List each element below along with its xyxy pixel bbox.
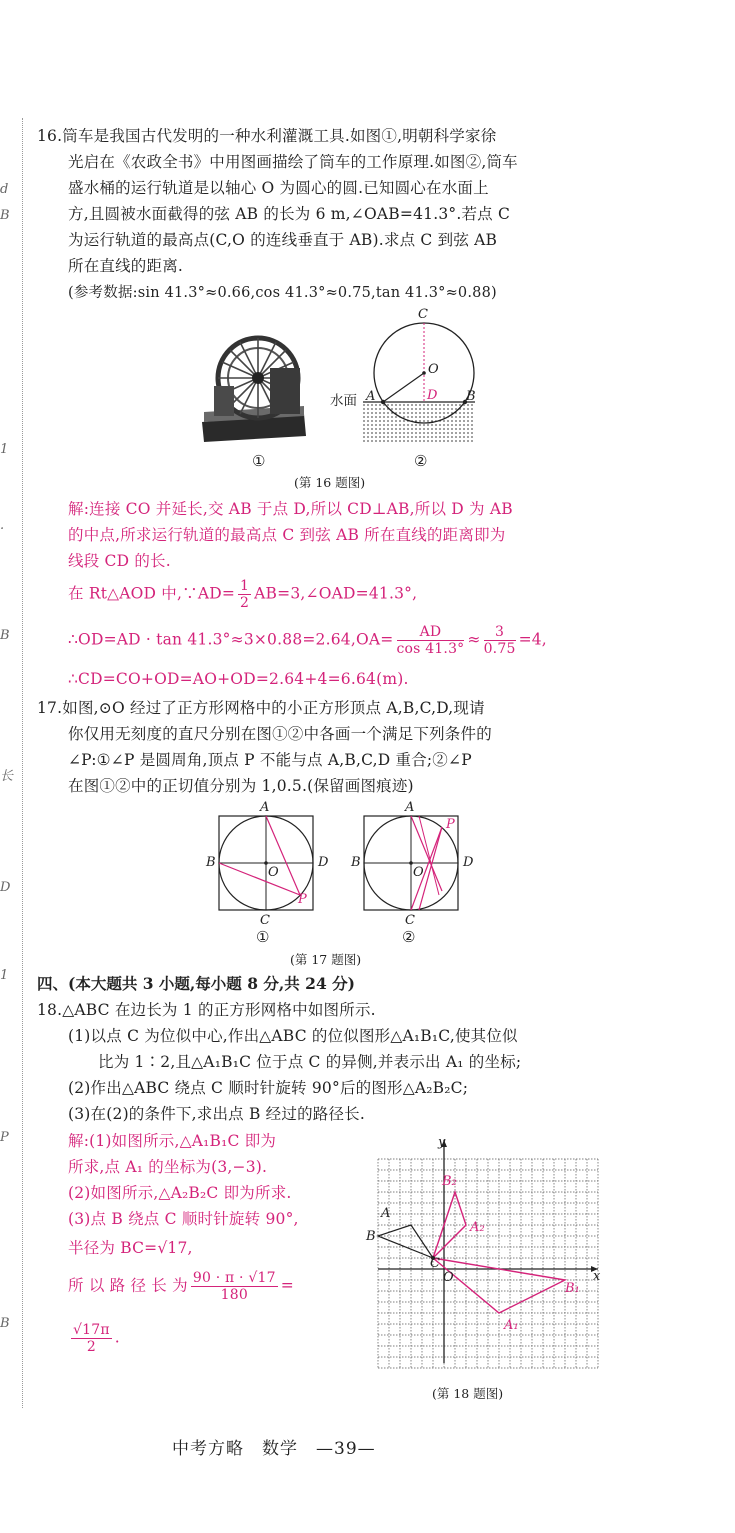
fig17b-label-c: C <box>405 913 415 928</box>
edge-char: . <box>0 518 5 533</box>
fig18-label-b2: B₂ <box>442 1174 457 1189</box>
edge-char: 1 <box>0 442 9 457</box>
fraction <box>71 1322 112 1355</box>
fig17b-label-p: P <box>446 817 455 832</box>
q17-line: 你仅用无刻度的直尺分别在图①②中各画一个满足下列条件的 <box>68 725 492 743</box>
q18-line: (2)作出△ABC 绕点 C 顺时针旋转 90°后的图形△A₂B₂C; <box>68 1079 469 1097</box>
fig18-label-a2: A₂ <box>470 1220 485 1235</box>
fig18-label-b: B <box>366 1229 376 1244</box>
fig18-label-c: C <box>430 1256 440 1271</box>
waterwheel-photo <box>200 326 308 444</box>
q18-line: 18.△ABC 在边长为 1 的正方形网格中如图所示. <box>37 1001 376 1019</box>
q16-line: 为运行轨道的最高点(C,O 的连线垂直于 AB).求点 C 到弦 AB <box>68 231 498 249</box>
edge-char: 长 <box>0 769 14 784</box>
fig17b-label-b: B <box>351 855 361 870</box>
q18-solution-line <box>68 1322 120 1355</box>
q16-solution-line: 的中点,所求运行轨道的最高点 C 到弦 AB 所在直线的距离即为 <box>68 526 506 544</box>
fig16-label-a: A <box>366 389 376 404</box>
edge-char: B <box>0 208 10 223</box>
q18-line: (3)在(2)的条件下,求出点 B 经过的路径长. <box>68 1105 366 1123</box>
fig18-label-y: y <box>438 1135 446 1150</box>
q18-solution-text: . <box>114 1328 120 1347</box>
q16-solution-text: ≈ <box>467 630 481 649</box>
q18-solution-text: 所 以 路 径 长 为 <box>68 1276 188 1295</box>
edge-char: P <box>0 1130 9 1145</box>
margin-dotted-line <box>22 118 23 1408</box>
section-heading: 四、(本大题共 3 小题,每小题 8 分,共 24 分) <box>37 974 355 993</box>
fig17a-label-o: O <box>268 865 279 880</box>
fig18-label-a1: A₁ <box>504 1318 519 1333</box>
fig17-label-1: ① <box>256 928 270 946</box>
q16-solution-line <box>68 624 547 657</box>
fraction-denominator: cos 41.3° <box>396 641 465 657</box>
q16-solution-line: ∴CD=CO+OD=AO+OD=2.64+4=6.64(m). <box>68 670 409 688</box>
q17-line: ∠P:①∠P 是圆周角,顶点 P 不能与点 A,B,C,D 重合;②∠P <box>68 751 472 769</box>
page-footer: 中考方略 数学 —39— <box>172 1439 376 1459</box>
fig17-caption: (第 17 题图) <box>290 952 362 967</box>
fraction <box>397 624 465 657</box>
fraction <box>238 578 251 611</box>
q16-solution-text: =4, <box>518 630 547 649</box>
q18-solution-line: 解:(1)如图所示,△A₁B₁C 即为 <box>68 1132 277 1150</box>
q16-line: 光启在《农政全书》中用图画描绘了筒车的工作原理.如图②,筒车 <box>68 153 518 171</box>
edge-char: d <box>0 182 9 197</box>
q16-solution-line: 解:连接 CO 并延长,交 AB 于点 D,所以 CD⊥AB,所以 D 为 AB <box>68 500 513 518</box>
q16-reference-data: (参考数据:sin 41.3°≈0.66,cos 41.3°≈0.75,tan 41.3°≈0.88) <box>68 285 497 301</box>
q18-solution-text: = <box>280 1276 294 1295</box>
edge-char: 1 <box>0 968 9 983</box>
q16-line: 16.筒车是我国古代发明的一种水利灌溉工具.如图①,明朝科学家徐 <box>37 127 497 145</box>
fraction-numerator: 3 <box>484 624 516 641</box>
fig17b-label-o: O <box>413 865 424 880</box>
q18-line: 比为 1∶2,且△A₁B₁C 位于点 C 的异侧,并表示出 A₁ 的坐标; <box>98 1053 522 1071</box>
fig18-label-x: x <box>593 1269 601 1284</box>
q18-solution-line: (3)点 B 绕点 C 顺时针旋转 90°, <box>68 1210 299 1228</box>
q16-solution-text: ∴OD=AD · tan 41.3°≈3×0.88=2.64,OA= <box>68 630 394 649</box>
q17-line: 17.如图,⊙O 经过了正方形网格中的小正方形顶点 A,B,C,D,现请 <box>37 699 485 717</box>
fraction-numerator: 90 · π · √17 <box>192 1270 276 1286</box>
fig18-grid-diagram <box>360 1135 610 1370</box>
q18-line: (1)以点 C 为位似中心,作出△ABC 的位似图形△A₁B₁C,使其位似 <box>68 1027 518 1045</box>
fig16-circle-diagram <box>325 305 485 450</box>
fig16-caption: (第 16 题图) <box>294 475 366 490</box>
fig18-caption: (第 18 题图) <box>432 1386 504 1401</box>
fraction-numerator: 1 <box>240 578 250 594</box>
fig17a-label-a: A <box>260 800 270 815</box>
fig17b-label-a: A <box>405 800 415 815</box>
fig17-label-2: ② <box>402 928 416 946</box>
fraction <box>484 624 516 657</box>
fig17a-label-d: D <box>318 855 329 870</box>
edge-char: D <box>0 880 11 895</box>
fig16-label-2: ② <box>414 452 428 470</box>
fraction-denominator: 2 <box>86 1339 96 1355</box>
fig16-label-c: C <box>418 307 428 322</box>
fig17-diagram-2 <box>363 815 459 911</box>
fraction-numerator: √17π <box>73 1322 110 1338</box>
fig16-label-b: B <box>466 389 476 404</box>
q16-solution-line: 线段 CD 的长. <box>68 552 171 570</box>
fraction-denominator: 180 <box>220 1287 248 1303</box>
fig17a-label-p: P <box>298 892 307 907</box>
fig17b-label-d: D <box>463 855 474 870</box>
fig18-label-a: A <box>381 1206 391 1221</box>
q17-line: 在图①②中的正切值分别为 1,0.5.(保留画图痕迹) <box>68 777 414 795</box>
edge-char: B <box>0 1316 10 1331</box>
fig16-label-water: 水面 <box>330 393 357 409</box>
fraction-numerator: AD <box>397 624 465 641</box>
fig17a-label-b: B <box>206 855 216 870</box>
edge-char: B <box>0 628 10 643</box>
fig18-label-o: O <box>443 1270 454 1285</box>
q16-solution-text: 在 Rt△AOD 中,∵AD= <box>68 584 236 603</box>
q16-solution-text: AB=3,∠OAD=41.3°, <box>254 584 418 603</box>
q18-solution-line <box>68 1270 294 1303</box>
q16-line: 盛水桶的运行轨道是以轴心 O 为圆心的圆.已知圆心在水面上 <box>68 179 489 197</box>
q18-solution-line: (2)如图所示,△A₂B₂C 即为所求. <box>68 1184 292 1202</box>
q18-solution-line: 半径为 BC=√17, <box>68 1239 193 1257</box>
fig16-label-d: D <box>427 388 438 403</box>
q18-solution-line: 所求,点 A₁ 的坐标为(3,−3). <box>68 1158 268 1176</box>
fig18-label-b1: B₁ <box>565 1281 580 1296</box>
fraction-denominator: 0.75 <box>483 641 516 657</box>
q16-line: 方,且圆被水面截得的弦 AB 的长为 6 m,∠OAB=41.3°.若点 C <box>68 205 511 223</box>
q16-line: 所在直线的距离. <box>68 257 184 275</box>
fig16-label-o: O <box>428 362 439 377</box>
q16-solution-line <box>68 578 417 611</box>
fig17a-label-c: C <box>260 913 270 928</box>
fraction <box>191 1270 278 1303</box>
fraction-denominator: 2 <box>240 595 250 611</box>
fig16-label-1: ① <box>252 452 266 470</box>
